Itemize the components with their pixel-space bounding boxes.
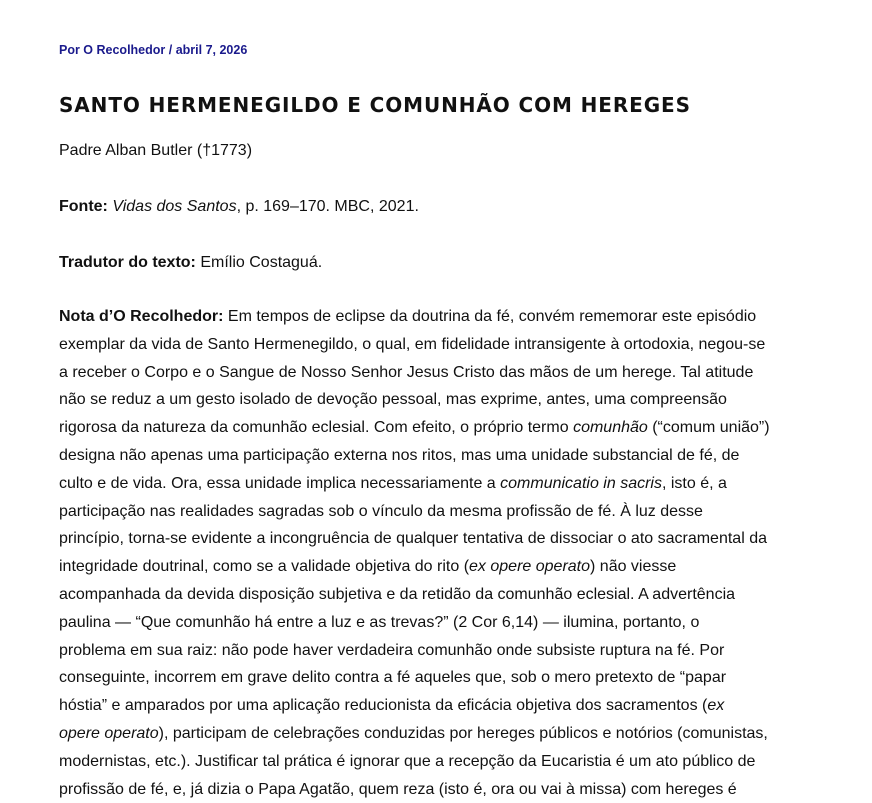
- source-label: Fonte:: [59, 198, 108, 215]
- note-line: [59, 776, 819, 803]
- note-italic-term: communicatio in sacris: [500, 474, 662, 492]
- note-line: [59, 442, 819, 470]
- note-text: exemplar da vida de Santo Hermenegildo, o qual, em fidelidade intransigente à ortodoxia, negou-se: [59, 335, 766, 353]
- note-text: ) não viesse: [590, 558, 677, 576]
- translator-paragraph: [59, 249, 322, 277]
- note-line: [59, 470, 819, 498]
- note-italic-term: comunhão: [573, 419, 648, 437]
- note-line: [59, 331, 819, 359]
- note-text: modernistas, etc.). Justificar tal prática é ignorar que a recepção da Eucaristia é um ato público de: [59, 752, 756, 770]
- note-text: não se reduz a um gesto isolado de devoção pessoal, mas exprime, antes, uma compreensão: [59, 391, 727, 409]
- note-italic-term: ex: [707, 697, 725, 715]
- author-line: Padre Alban Butler (†1773): [59, 142, 253, 159]
- translator-label: Tradutor do texto:: [59, 254, 196, 271]
- note-line: [59, 609, 819, 637]
- note-text: paulina — “Que comunhão há entre a luz e as trevas?” (2 Cor 6,14) — ilumina, portanto, o: [59, 613, 700, 631]
- date-link[interactable]: abril 7, 2026: [175, 43, 248, 57]
- note-label: Nota d’O Recolhedor:: [59, 308, 224, 325]
- note-text: a receber o Corpo e o Sangue de Nosso Senhor Jesus Cristo das mãos de um herege. Tal atitude: [59, 363, 754, 381]
- note-line: [59, 692, 819, 720]
- note-text: culto e de vida. Ora, essa unidade implica necessariamente a: [59, 474, 501, 492]
- note-line: [59, 664, 819, 692]
- note-text: ), participam de celebrações conduzidas por hereges públicos e notórios (comunistas,: [158, 724, 768, 742]
- note-text: designa não apenas uma participação externa nos ritos, mas uma unidade substancial de fé, de: [59, 446, 740, 464]
- note-text: conseguinte, incorrem em grave delito contra a fé aqueles que, sob o mero pretexto de “papar: [59, 669, 727, 687]
- note-text: princípio, torna-se evidente a incongruência de qualquer tentativa de dissociar o ato sacramental da: [59, 530, 767, 548]
- source-details: , p. 169–170. MBC, 2021.: [236, 198, 419, 215]
- note-text: (“comum união”): [647, 419, 770, 437]
- note-text: participação nas realidades sagradas sob o vínculo da mesma profissão de fé. À luz desse: [59, 502, 703, 520]
- note-line: [59, 720, 819, 748]
- note-text: acompanhada da devida disposição subjetiva e da retidão da comunhão eclesial. A advertência: [59, 585, 736, 603]
- note-text: hóstia” e amparados por uma aplicação reducionista da eficácia objetiva dos sacramentos (: [59, 697, 708, 715]
- note-line: [59, 525, 819, 553]
- note-line: [59, 414, 819, 442]
- note-text: Em tempos de eclipse da doutrina da fé, convém rememorar este episódio: [223, 308, 757, 325]
- note-line: [59, 359, 819, 387]
- note-text: , isto é, a: [661, 474, 727, 492]
- post-title: SANTO HERMENEGILDO E COMUNHÃO COM HEREGES: [59, 93, 691, 117]
- editor-note-paragraph: [59, 303, 819, 803]
- source-paragraph: [59, 193, 419, 221]
- note-text: integridade doutrinal, como se a validade objetiva do rito (: [59, 558, 470, 576]
- note-line: [59, 498, 819, 526]
- author-link[interactable]: Por O Recolhedor: [59, 43, 166, 57]
- note-italic-term: ex opere operato: [469, 558, 591, 576]
- note-line: [59, 303, 819, 331]
- note-line: [59, 386, 819, 414]
- byline-separator: /: [165, 43, 176, 57]
- note-line: [59, 748, 819, 776]
- post-byline: [59, 43, 247, 57]
- note-text: profissão de fé, e, já dizia o Papa Agatão, quem reza (isto é, ora ou vai à missa) com hereges é: [59, 780, 737, 798]
- note-text: rigorosa da natureza da comunhão eclesial. Com efeito, o próprio termo: [59, 419, 574, 437]
- source-work: Vidas dos Santos: [112, 198, 237, 215]
- translator-name: Emílio Costaguá.: [195, 254, 323, 271]
- note-text: problema em sua raiz: não pode haver verdadeira comunhão onde subsiste ruptura na fé. Por: [59, 641, 725, 659]
- note-line: [59, 637, 819, 665]
- note-line: [59, 553, 819, 581]
- note-italic-term: opere operato: [59, 724, 159, 742]
- note-line: [59, 581, 819, 609]
